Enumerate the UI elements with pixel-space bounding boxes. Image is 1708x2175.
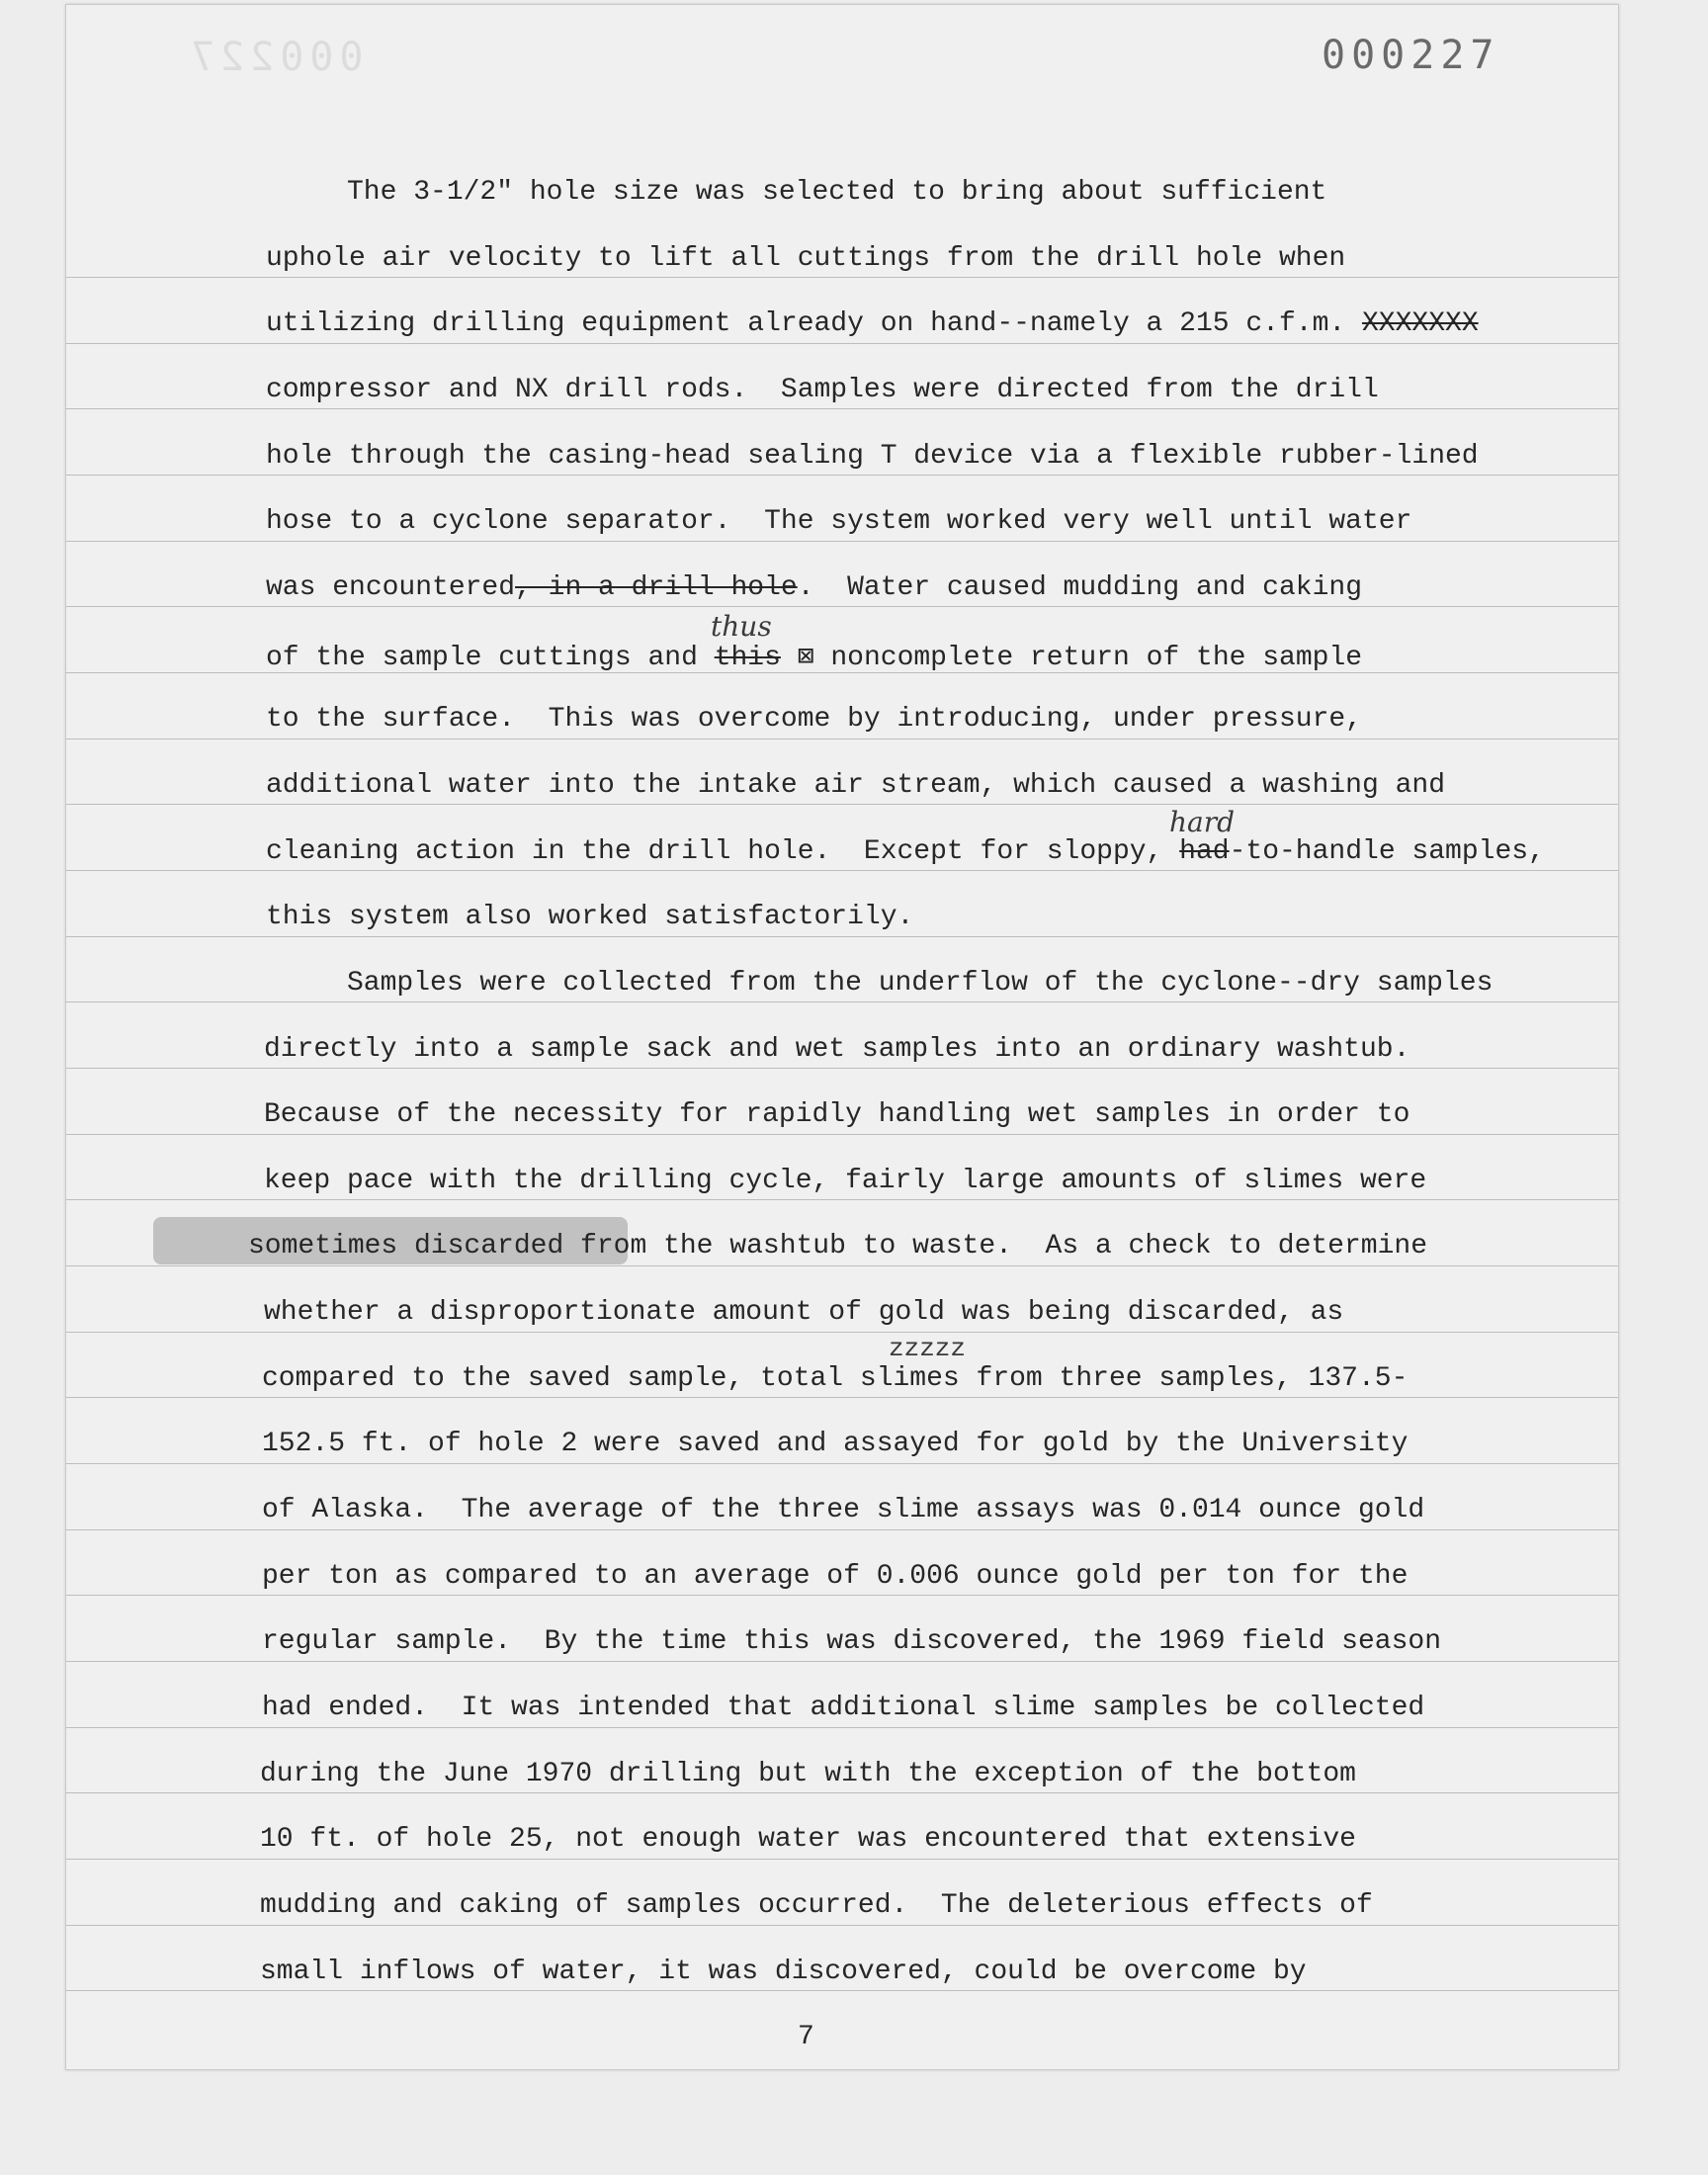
ruled-line — [66, 1463, 1618, 1464]
ruled-line — [66, 1001, 1618, 1002]
ruled-line — [66, 1595, 1618, 1596]
text-segment: cleaning action in the drill hole. Except for sloppy, — [266, 836, 1163, 867]
ruled-line — [66, 1397, 1618, 1398]
ruled-line — [66, 541, 1618, 542]
typed-overstrike-mark: zzzzz — [889, 1334, 967, 1363]
text-line-26: 10 ft. of hole 25, not enough water was encountered that extensive — [260, 1824, 1356, 1855]
text-line-11 — [266, 836, 1545, 867]
ruled-line — [66, 606, 1618, 607]
handwritten-insertion-thus: thus — [711, 610, 772, 643]
handwritten-insertion-hard: hard — [1169, 806, 1236, 838]
ruled-line — [66, 1529, 1618, 1530]
struck-text: this — [714, 643, 781, 673]
text-line-25: during the June 1970 drilling but with the exception of the bottom — [260, 1759, 1356, 1789]
ruled-line — [66, 408, 1618, 409]
ruled-line — [66, 475, 1618, 476]
ruled-line — [66, 1134, 1618, 1135]
text-segment: ⊠ noncomplete return of the sample — [780, 643, 1363, 673]
text-line-8 — [266, 639, 1362, 673]
text-line-19: compared to the saved sample, total slimes from three samples, 137.5- — [262, 1363, 1409, 1394]
text-line-5: hole through the casing-head sealing T device via a flexible rubber-lined — [266, 441, 1479, 472]
ruled-line — [66, 936, 1618, 937]
text-line-20: 152.5 ft. of hole 2 were saved and assayed for gold by the University — [262, 1429, 1409, 1459]
text-line-4: compressor and NX drill rods. Samples were directed from the drill — [266, 375, 1379, 405]
ruled-line — [66, 1859, 1618, 1860]
text-line-21: of Alaska. The average of the three slime assays was 0.014 ounce gold — [262, 1495, 1425, 1525]
document-number: 000227 — [1322, 33, 1500, 78]
ruled-line — [66, 1068, 1618, 1069]
struck-text: , in a drill hole — [515, 572, 798, 603]
text-line-9: to the surface. This was overcome by introducing, under pressure, — [266, 704, 1362, 735]
ruled-line — [66, 739, 1618, 740]
text-line-27: mudding and caking of samples occurred. The deleterious effects of — [260, 1890, 1373, 1921]
text-line-18: whether a disproportionate amount of gold was being discarded, as — [264, 1297, 1344, 1328]
bleed-through-number: 000227 — [185, 35, 364, 80]
text-segment: was encountered — [266, 572, 516, 603]
text-line-22: per ton as compared to an average of 0.006 ounce gold per ton for the — [262, 1561, 1409, 1592]
ruled-line — [66, 277, 1618, 278]
text-line-16: keep pace with the drilling cycle, fairly large amounts of slimes were — [264, 1166, 1427, 1196]
ruled-line — [66, 1727, 1618, 1728]
text-line-6: hose to a cyclone separator. The system worked very well until water — [266, 506, 1412, 537]
text-line-1: The 3-1/2" hole size was selected to bring about sufficient — [347, 177, 1327, 208]
text-line-23: regular sample. By the time this was discovered, the 1969 field season — [262, 1626, 1441, 1657]
struck-text: XXXXXXX — [1362, 308, 1479, 339]
ruled-line — [66, 804, 1618, 805]
ruled-line — [66, 343, 1618, 344]
text-segment: utilizing drilling equipment already on hand--namely a 215 c.f.m. — [266, 308, 1346, 339]
text-line-12: this system also worked satisfactorily. — [266, 902, 914, 932]
text-segment: . Water caused mudding and caking — [797, 572, 1362, 603]
text-line-7 — [266, 572, 1362, 603]
ruled-line — [66, 1990, 1618, 1991]
ruled-line — [66, 1332, 1618, 1333]
ruled-line — [66, 1199, 1618, 1200]
text-line-24: had ended. It was intended that additional slime samples be collected — [262, 1693, 1425, 1723]
struck-text: had — [1179, 836, 1230, 867]
text-line-17: sometimes discarded from the washtub to waste. As a check to determine — [248, 1231, 1427, 1262]
ruled-line — [66, 1265, 1618, 1266]
text-line-13: Samples were collected from the underflow of the cyclone--dry samples — [347, 968, 1494, 999]
ruled-line — [66, 1925, 1618, 1926]
text-segment: of the sample cuttings and — [266, 643, 698, 673]
ruled-line — [66, 870, 1618, 871]
text-line-2: uphole air velocity to lift all cuttings from the drill hole when — [266, 243, 1346, 274]
text-line-14: directly into a sample sack and wet samples into an ordinary washtub. — [264, 1034, 1410, 1065]
page-number: 7 — [798, 2022, 814, 2052]
ruled-line — [66, 1661, 1618, 1662]
text-segment: -to-handle samples, — [1229, 836, 1545, 867]
text-line-15: Because of the necessity for rapidly handling wet samples in order to — [264, 1099, 1410, 1130]
text-line-3 — [266, 308, 1479, 339]
text-line-10: additional water into the intake air stream, which caused a washing and — [266, 770, 1445, 801]
ruled-line — [66, 1792, 1618, 1793]
text-line-28: small inflows of water, it was discovered, could be overcome by — [260, 1957, 1307, 1987]
document-page — [65, 4, 1619, 2070]
